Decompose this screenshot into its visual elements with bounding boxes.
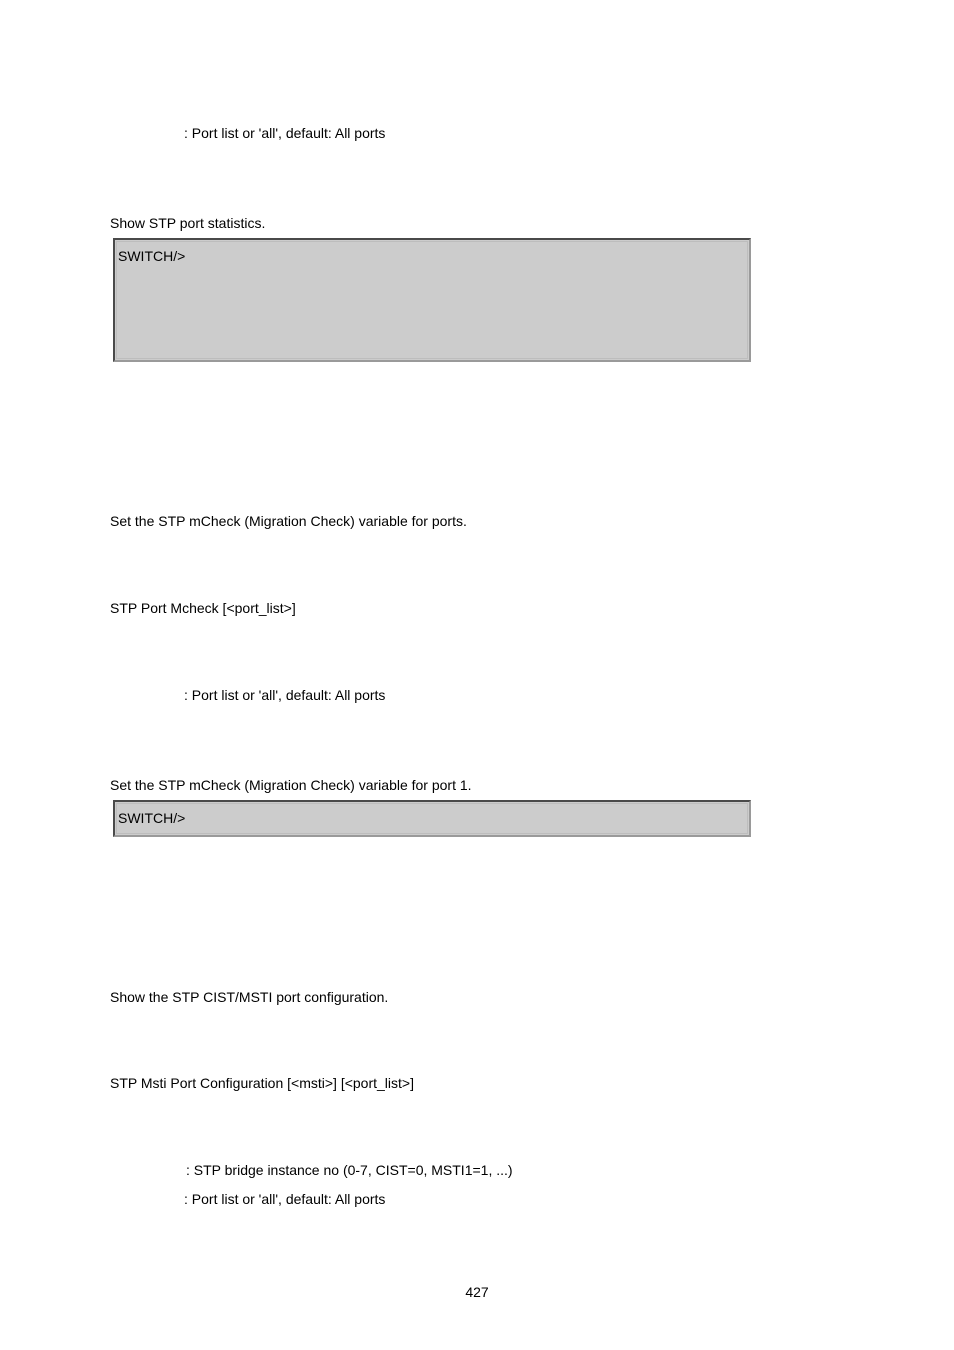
example-description: Set the STP mCheck (Migration Check) variable for port 1. bbox=[110, 777, 472, 793]
command-description: Show the STP CIST/MSTI port configuration. bbox=[110, 989, 389, 1005]
example-description: Show STP port statistics. bbox=[110, 215, 266, 231]
command-syntax: STP Port Mcheck [<port_list>] bbox=[110, 600, 296, 616]
console-output-box bbox=[113, 800, 751, 837]
command-syntax: STP Msti Port Configuration [<msti>] [<port_list>] bbox=[110, 1075, 414, 1091]
console-prompt: SWITCH/> bbox=[118, 810, 186, 826]
parameter-port-list: : Port list or 'all', default: All ports bbox=[184, 687, 386, 703]
command-description: Set the STP mCheck (Migration Check) variable for ports. bbox=[110, 513, 467, 529]
console-prompt: SWITCH/> bbox=[118, 248, 186, 264]
parameter-msti: : STP bridge instance no (0-7, CIST=0, MSTI1=1, ...) bbox=[186, 1162, 513, 1178]
page-number: 427 bbox=[465, 1284, 489, 1300]
parameter-port-list: : Port list or 'all', default: All ports bbox=[184, 1191, 386, 1207]
parameter-port-list: : Port list or 'all', default: All ports bbox=[184, 125, 386, 141]
console-output-box bbox=[113, 238, 751, 362]
